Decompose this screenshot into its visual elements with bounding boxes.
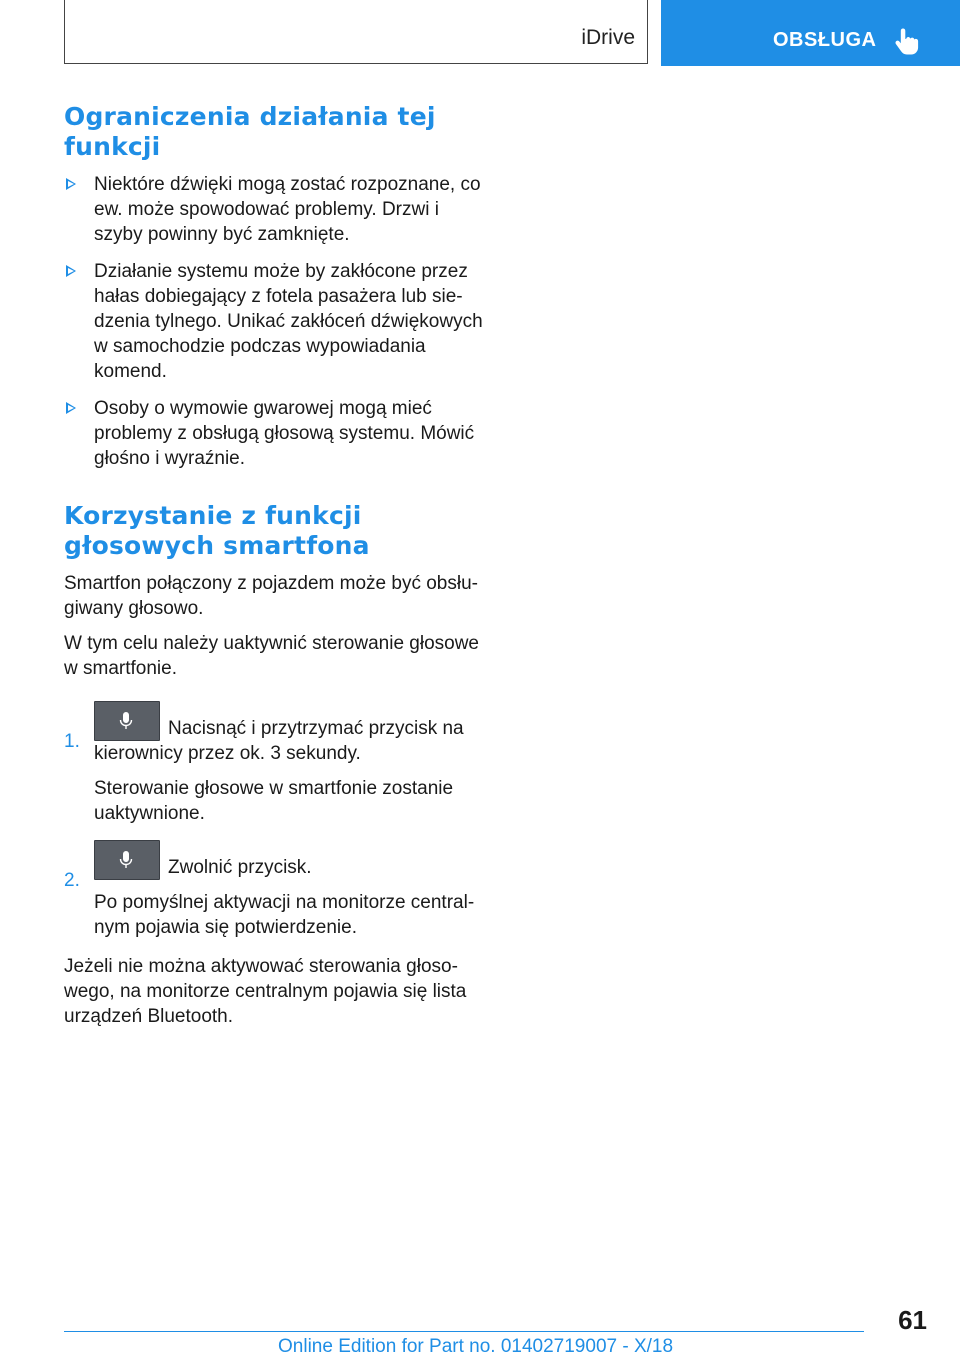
step-text: Nacisnąć i przytrzymać przycisk na kierownicy przez ok. 3 sekundy. — [94, 718, 464, 764]
closing-paragraph: Jeżeli nie można aktywować sterowania głosowego, na monitorze centralnym pojawia się lista urządzeń Bluetooth. — [64, 956, 467, 1027]
list-item: Niektóre dźwięki mogą zostać rozpoznane, co ew. może spowodować problemy. Drzwi i szyby powinny być zamknięte. — [64, 172, 484, 247]
paragraph: Smartfon połączony z pojazdem może być obsługiwany głosowo. — [64, 573, 478, 619]
step-result: Po pomyślnej aktywacji na monitorze centralnym pojawia się potwierdzenie. — [94, 892, 475, 938]
header-section-label: iDrive — [581, 26, 635, 49]
voice-button-image — [94, 701, 160, 741]
step-number: 2. — [64, 870, 80, 891]
microphone-icon — [119, 850, 133, 870]
step-item — [64, 701, 484, 826]
list-item: Osoby o wymowie gwarowej mogą mieć problemy z obsługą głosową systemu. Mówić głośno i wyraźnie. — [64, 396, 484, 471]
pointing-hand-icon — [895, 27, 921, 55]
limitations-list — [64, 172, 484, 471]
page-number: 61 — [898, 1305, 927, 1335]
triangle-bullet-icon — [66, 178, 76, 190]
step-item — [64, 840, 484, 940]
section-title-smartphone-voice: Korzystanie z funkcji głosowych smartfona — [64, 501, 370, 560]
step-result: Sterowanie głosowe w smartfonie zostanie uaktywnione. — [94, 778, 454, 824]
list-item: Działanie systemu może by zakłócone przez hałas dobiegający z fotela pasażera lub siedzenia tylnego. Unikać zakłóceń dźwiękowych w samochodzie podczas wypowiadania komend. — [64, 259, 484, 384]
page-content — [64, 102, 484, 1029]
triangle-bullet-icon — [66, 402, 76, 414]
header-chapter-tab — [661, 0, 960, 66]
header-section-box — [64, 0, 648, 64]
steps-list — [64, 701, 484, 940]
step-number: 1. — [64, 731, 80, 752]
section-title-limitations: Ograniczenia działania tej funkcji — [64, 102, 436, 161]
triangle-bullet-icon — [66, 265, 76, 277]
paragraph: W tym celu należy uaktywnić sterowanie głosowe w smartfonie. — [64, 633, 480, 679]
step-text: Zwolnić przycisk. — [168, 857, 312, 878]
voice-button-image — [94, 840, 160, 880]
microphone-icon — [119, 711, 133, 731]
footer-divider — [64, 1331, 864, 1332]
header-chapter-label: OBSŁUGA — [773, 29, 877, 51]
footer-edition: Online Edition for Part no. 01402719007 - X/18 — [278, 1336, 674, 1357]
